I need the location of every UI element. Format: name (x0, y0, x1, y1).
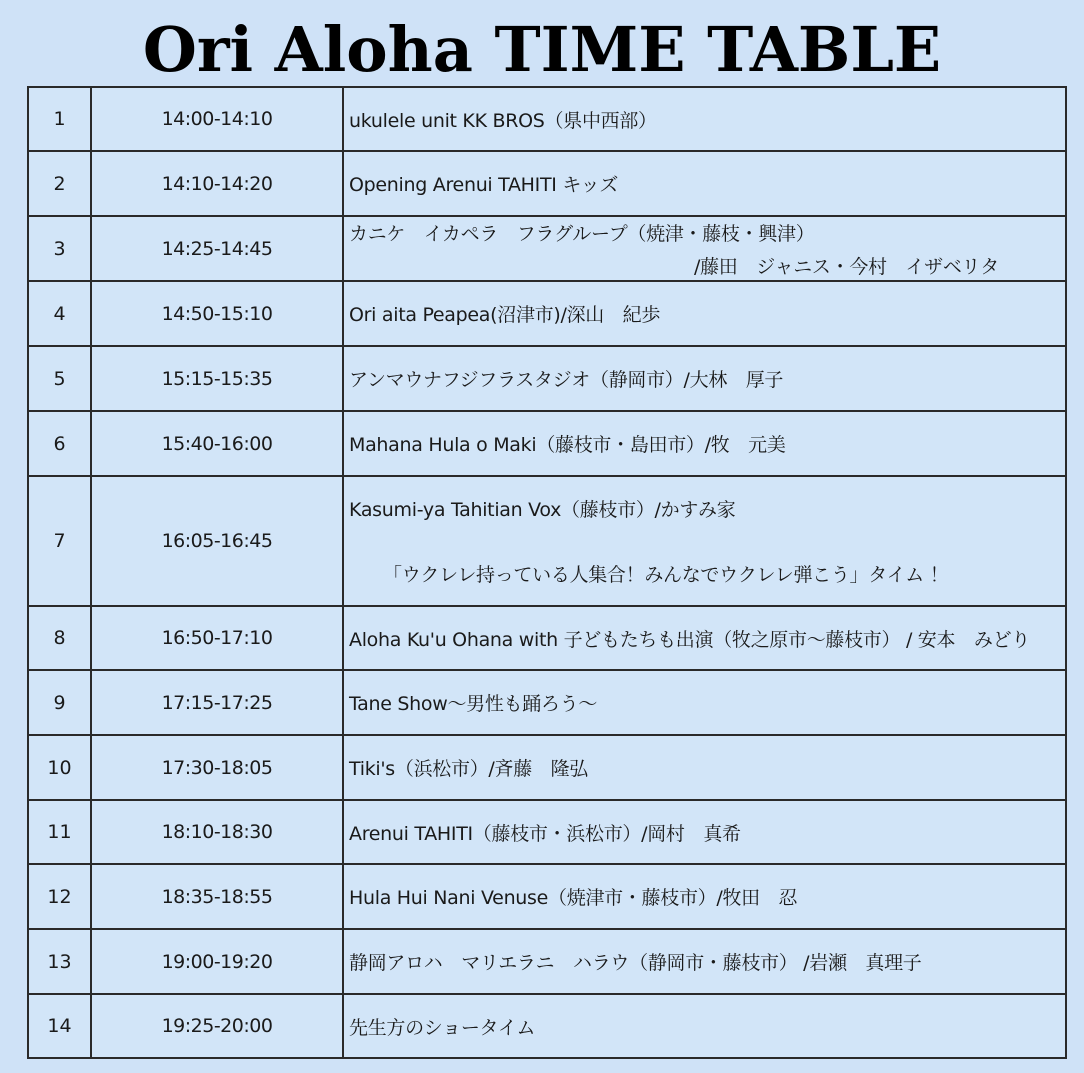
table-row (28, 87, 1066, 151)
table-row (28, 281, 1066, 346)
act-name: Kasumi-ya Tahitian Vox（藤枝市）/かすみ家 (349, 499, 736, 521)
act-name: Aloha Ku'u Ohana with 子どもたちも出演（牧之原市〜藤枝市） / 安本 みどり (343, 606, 1066, 670)
act-name: Arenui TAHITI（藤枝市・浜松市）/岡村 真希 (343, 800, 1066, 864)
act-cell (343, 476, 1066, 606)
act-name: Opening Arenui TAHITI キッズ (343, 151, 1066, 216)
act-note: 「ウクレレ持っている人集合！みんなでウクレレ弾こう」タイム ！ (383, 564, 949, 586)
table-row (28, 411, 1066, 476)
time-slot: 19:25-20:00 (91, 994, 343, 1058)
act-name: Mahana Hula o Maki（藤枝市・島田市）/牧 元美 (343, 411, 1066, 476)
row-number: 12 (28, 864, 91, 929)
row-number: 4 (28, 281, 91, 346)
table-row (28, 606, 1066, 670)
act-name: アンマウナフジフラスタジオ（静岡市）/大林 厚子 (343, 346, 1066, 411)
row-number: 1 (28, 87, 91, 151)
table-row (28, 670, 1066, 735)
row-number: 7 (28, 476, 91, 606)
table-row (28, 864, 1066, 929)
time-table (27, 86, 1067, 1059)
page-title: Ori Aloha TIME TABLE (142, 13, 942, 86)
table-row (28, 994, 1066, 1058)
table-row (28, 151, 1066, 216)
act-name: Tane Show〜男性も踊ろう〜 (343, 670, 1066, 735)
act-name: Tiki's（浜松市）/斉藤 隆弘 (343, 735, 1066, 800)
row-number: 5 (28, 346, 91, 411)
table-row (28, 476, 1066, 606)
row-number: 13 (28, 929, 91, 994)
act-name: ukulele unit KK BROS（県中西部） (343, 87, 1066, 151)
table-row (28, 800, 1066, 864)
row-number: 2 (28, 151, 91, 216)
row-number: 9 (28, 670, 91, 735)
time-slot: 14:50-15:10 (91, 281, 343, 346)
act-instructor: /藤田 ジャニス・今村 イザベリタ (694, 255, 999, 278)
time-slot: 19:00-19:20 (91, 929, 343, 994)
act-name: カニケ イカペラ フラグループ（焼津・藤枝・興津） (349, 222, 815, 245)
time-slot: 17:30-18:05 (91, 735, 343, 800)
row-number: 10 (28, 735, 91, 800)
row-number: 3 (28, 216, 91, 281)
row-number: 6 (28, 411, 91, 476)
time-slot: 16:50-17:10 (91, 606, 343, 670)
time-slot: 15:15-15:35 (91, 346, 343, 411)
table-row (28, 735, 1066, 800)
time-slot: 14:00-14:10 (91, 87, 343, 151)
act-cell (343, 216, 1066, 281)
row-number: 8 (28, 606, 91, 670)
act-name: Hula Hui Nani Venuse（焼津市・藤枝市）/牧田 忍 (343, 864, 1066, 929)
table-row (28, 929, 1066, 994)
time-slot: 14:10-14:20 (91, 151, 343, 216)
time-slot: 18:35-18:55 (91, 864, 343, 929)
row-number: 14 (28, 994, 91, 1058)
table-row (28, 216, 1066, 281)
act-name: Ori aita Peapea(沼津市)/深山 紀歩 (343, 281, 1066, 346)
time-slot: 17:15-17:25 (91, 670, 343, 735)
act-name: 先生方のショータイム (343, 994, 1066, 1058)
act-name: 静岡アロハ マリエラニ ハラウ（静岡市・藤枝市） /岩瀬 真理子 (343, 929, 1066, 994)
time-slot: 14:25-14:45 (91, 216, 343, 281)
table-row (28, 346, 1066, 411)
time-slot: 16:05-16:45 (91, 476, 343, 606)
time-slot: 15:40-16:00 (91, 411, 343, 476)
time-slot: 18:10-18:30 (91, 800, 343, 864)
row-number: 11 (28, 800, 91, 864)
